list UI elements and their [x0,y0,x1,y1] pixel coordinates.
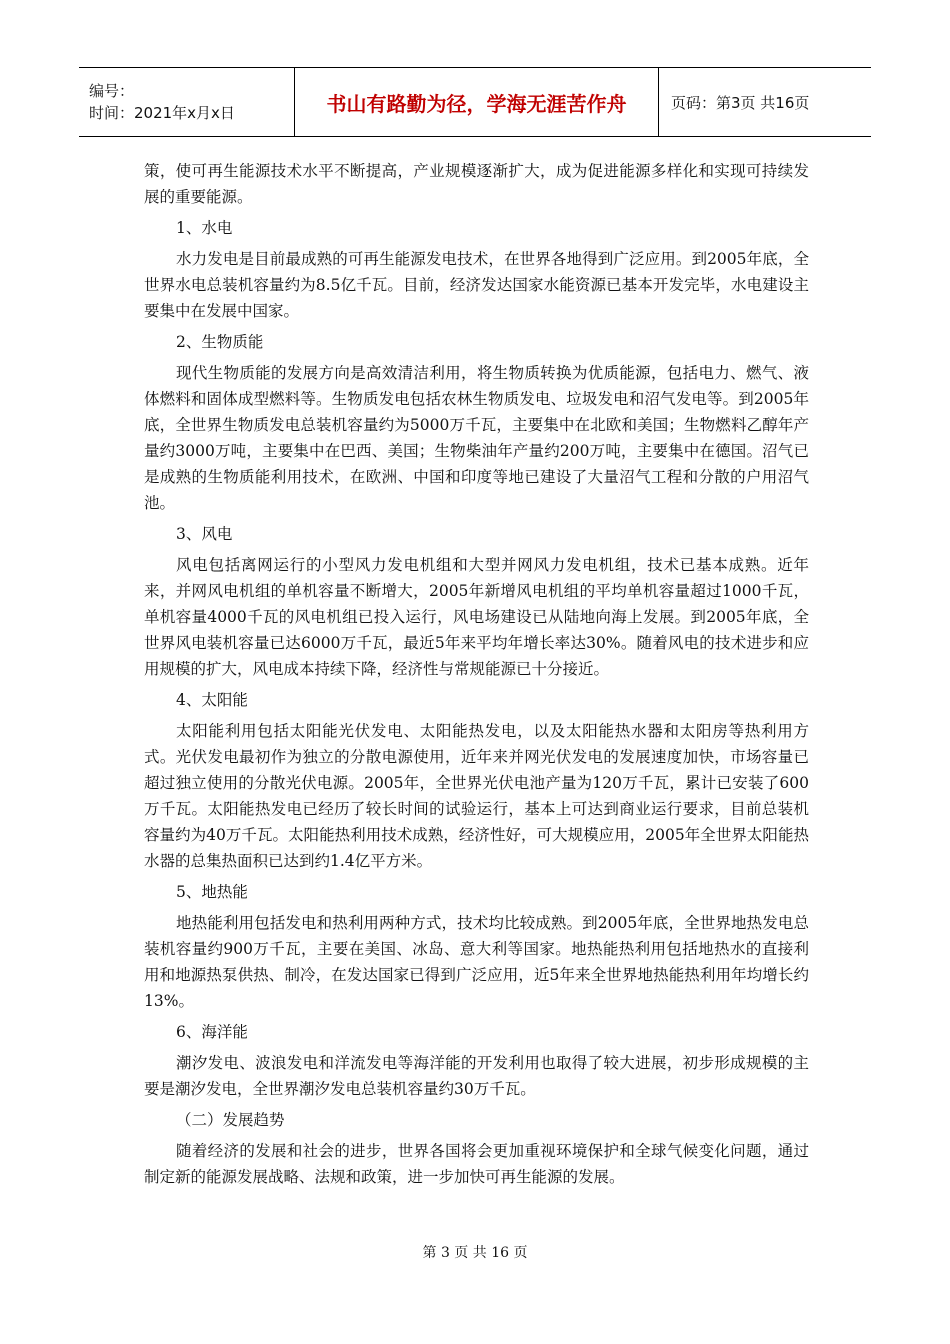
section-heading-biomass: 2、生物质能 [176,333,264,351]
section-text-trends: 随着经济的发展和社会的进步，世界各国将会更加重视环境保护和全球气候变化问题，通过制定新的能源发展战略、法规和政策，进一步加快可再生能源的发展。 [144,1142,809,1186]
section-text-wind: 风电包括离网运行的小型风力发电机组和大型并网风力发电机组，技术已基本成熟。近年来，并网风电机组的单机容量不断增大，2005年新增风电机组的平均单机容量超过1000千瓦，单机容量4000千瓦的风电机组已投入运行，风电场建设已从陆地向海上发展。到2005年底，全世界风电装机容量已达6000万千瓦，最近5年来平均年增长率达30%。随着风电的技术进步和应用规模的扩大，风电成本持续下降，经济性与常规能源已十分接近。 [144,556,809,678]
page-footer: 第 3 页 共 16 页 [422,1245,528,1261]
section-text-geothermal: 地热能利用包括发电和热利用两种方式，技术均比较成熟。到2005年底，全世界地热发电总装机容量约900万千瓦，主要在美国、冰岛、意大利等国家。地热能热利用包括地热水的直接利用和地源热泵供热、制冷，在发达国家已得到广泛应用，近5年来全世界地热能热利用年均增长约13%。 [144,914,809,1010]
header-motto: 书山有路勤为径，学海无涯苦作舟 [295,68,659,136]
section-text-solar: 太阳能利用包括太阳能光伏发电、太阳能热发电，以及太阳能热水器和太阳房等热利用方式。光伏发电最初作为独立的分散电源使用，近年来并网光伏发电的发展速度加快，市场容量已超过独立使用的分散光伏电源。2005年，全世界光伏电池产量为120万千瓦，累计已安装了600万千瓦。太阳能热发电已经历了较长时间的试验运行，基本上可达到商业运行要求，目前总装机容量约为40万千瓦。太阳能热利用技术成熟，经济性好，可大规模应用，2005年全世界太阳能热水器的总集热面积已达到约1.4亿平方米。 [144,722,809,870]
section-text-biomass: 现代生物质能的发展方向是高效清洁利用，将生物质转换为优质能源，包括电力、燃气、液体燃料和固体成型燃料等。生物质发电包括农林生物质发电、垃圾发电和沼气发电等。到2005年底，全世界生物质发电总装机容量约为5000万千瓦，主要集中在北欧和美国；生物燃料乙醇年产量约3000万吨，主要集中在巴西、美国；生物柴油年产量约200万吨，主要集中在德国。沼气已是成熟的生物质能利用技术，在欧洲、中国和印度等地已建设了大量沼气工程和分散的户用沼气池。 [144,364,809,512]
page-header [79,67,871,137]
section-heading-ocean: 6、海洋能 [176,1023,248,1041]
intro-paragraph: 策，使可再生能源技术水平不断提高，产业规模逐渐扩大，成为促进能源多样化和实现可持续发展的重要能源。 [144,162,809,206]
section-heading-geothermal: 5、地热能 [176,883,248,901]
section-text-hydro: 水力发电是目前最成熟的可再生能源发电技术，在世界各地得到广泛应用。到2005年底，全世界水电总装机容量约为8.5亿千瓦。目前，经济发达国家水能资源已基本开发完毕，水电建设主要集中在发展中国家。 [144,250,809,320]
section-text-ocean: 潮汐发电、波浪发电和洋流发电等海洋能的开发利用也取得了较大进展，初步形成规模的主要是潮汐发电，全世界潮汐发电总装机容量约30万千瓦。 [144,1054,809,1098]
document-date: 时间：2021年x月x日 [89,104,235,122]
document-number-label: 编号： [89,82,135,100]
header-page-number: 页码：第3页 共16页 [671,93,810,112]
section-heading-hydro: 1、水电 [176,219,233,237]
section-heading-wind: 3、风电 [176,525,233,543]
section-heading-trends: （二）发展趋势 [176,1111,285,1129]
header-meta [79,68,295,136]
section-heading-solar: 4、太阳能 [176,691,248,709]
document-body [144,158,809,1195]
